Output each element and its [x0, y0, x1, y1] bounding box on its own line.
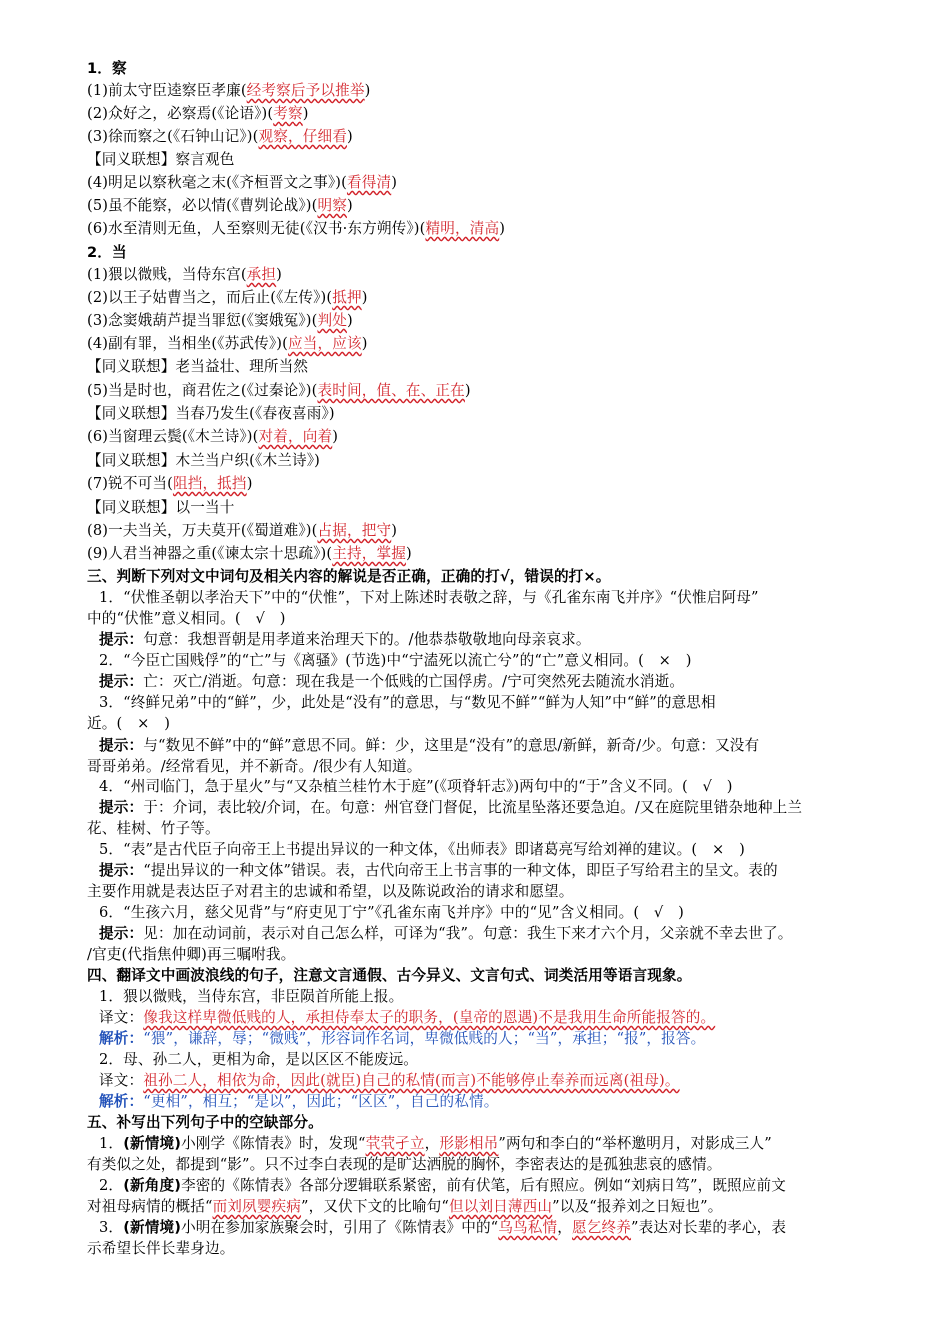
hint-line: 提示：与“数见不鲜”中的“鲜”意思不同。鲜：少，这里是“没有”的意思/新鲜，新奇/少。句意：又没有 [99, 737, 760, 754]
hint-line: 主要作用就是表达臣子对君主的忠诚和希望，以及陈说政治的请求和愿望。 [87, 883, 574, 900]
answer: 对着，向着 [258, 428, 333, 445]
answer: 阻挡，抵挡 [172, 475, 247, 492]
question-line: 5．“表”是古代臣子向帝王上书提出异议的一种文体，《出师表》即诸葛亮写给刘禅的建议。( × ) [99, 841, 745, 858]
fill-blank-line: 3．(新情境)小明在参加家族聚会时，引用了《陈情表》中的“乌鸟私情，愿乞终养”表达对长辈的孝心，表 [99, 1219, 787, 1236]
blank-answer: 茕茕孑立 [365, 1135, 425, 1152]
answer: 判处 [317, 312, 347, 329]
example-line: (5)当是时也，商君佐之(《过秦论》)(表时间，值、在、正在) [87, 382, 471, 399]
fill-blank-line: 示希望长伴长辈身边。 [87, 1240, 235, 1257]
translation-answer: 祖孙二人，相依为命，因此(就臣)自己的私情(而言)不能够停止奉养而远离(祖母)。 [143, 1072, 680, 1089]
blank-answer: 而刘夙婴疾病 [212, 1198, 302, 1215]
example-line: (4)明足以察秋毫之末(《齐桓晋文之事》)(看得清) [87, 174, 398, 191]
example-line: (2)以王子姑曹当之，而后止(《左传》)(抵押) [87, 289, 368, 306]
hint-line: 哥哥弟弟。/经常看见，并不新奇。/很少有人知道。 [87, 758, 422, 775]
analysis-line: 解析：“更相”，相互；“是以”，因此；“区区”，自己的私情。 [99, 1093, 499, 1110]
example-line: (2)众好之，必察焉(《论语》)(考察) [87, 105, 309, 122]
synonym-association: 【同义联想】以一当十 [87, 499, 235, 516]
example-line: (6)当窗理云鬓(《木兰诗》)(对着，向着) [87, 428, 339, 445]
example-line: (1)前太守臣逵察臣孝廉(经考察后予以推举) [87, 82, 371, 99]
fill-blank-line: 对祖母病情的概括“而刘夙婴疾病”，又伏下文的比喻句“但以刘日薄西山”以及“报养刘之日短也”。 [87, 1198, 723, 1215]
answer: 考察 [273, 105, 303, 122]
example-line: (9)人君当神器之重(《谏太宗十思疏》)(主持，掌握) [87, 545, 412, 562]
answer: 占据，把守 [317, 522, 392, 539]
heading-cha: 1．察 [87, 60, 127, 77]
answer: 表时间，值、在、正在 [317, 382, 465, 399]
translation-line: 译文：像我这样卑微低贱的人，承担侍奉太子的职务，(皇帝的恩遇)不是我用生命所能报答的。 [99, 1009, 716, 1026]
question-line: 中的“伏惟”意义相同。( √ ) [87, 610, 286, 627]
question-line: 2．“今臣亡国贱俘”的“亡”与《离骚》(节选)中“宁溘死以流亡兮”的“亡”意义相同。( × ) [99, 652, 692, 669]
synonym-association: 【同义联想】老当益壮、理所当然 [87, 358, 309, 375]
question-line: 近。( × ) [87, 715, 171, 732]
hint-line: 提示：于：介词，表比较/介词，在。句意：州官登门督促，比流星坠落还要急迫。/又在庭院里错杂地种上兰 [99, 799, 803, 816]
example-line: (8)一夫当关，万夫莫开(《蜀道难》)(占据，把守) [87, 522, 398, 539]
translation-answer: 像我这样卑微低贱的人，承担侍奉太子的职务，(皇帝的恩遇)不是我用生命所能报答的。 [143, 1009, 716, 1026]
answer: 经考察后予以推举 [246, 82, 365, 99]
answer: 观察，仔细看 [258, 128, 347, 145]
hint-line: /官吏(代指焦仲卿)再三嘱咐我。 [87, 946, 296, 963]
blank-answer: 乌鸟私情 [498, 1219, 558, 1236]
answer: 抵押 [332, 289, 362, 306]
section-3-title: 三、判断下列对文中词句及相关内容的解说是否正确，正确的打√，错误的打×。 [87, 568, 611, 585]
sentence-line: 1．猥以微贱，当侍东宫，非臣陨首所能上报。 [99, 988, 404, 1005]
blank-answer: 形影相吊 [439, 1135, 499, 1152]
hint-line: 提示：亡：灭亡/消逝。句意：现在我是一个低贱的亡国俘虏。/宁可突然死去随流水消逝。 [99, 673, 685, 690]
example-line: (3)念窦娥葫芦提当罪愆(《窦娥冤》)(判处) [87, 312, 353, 329]
example-line: (1)猥以微贱，当侍东宫(承担) [87, 266, 283, 283]
blank-answer: 但以刘日薄西山 [448, 1198, 553, 1215]
example-line: (6)水至清则无鱼，人至察则无徒(《汉书·东方朔传》)(精明，清高) [87, 220, 506, 237]
synonym-association: 【同义联想】当春乃发生(《春夜喜雨》) [87, 405, 335, 422]
fill-blank-line: 2．(新角度)李密的《陈情表》各部分逻辑联系紧密，前有伏笔，后有照应。例如“刘病日笃”，既照应前文 [99, 1177, 787, 1194]
question-line: 3．“终鲜兄弟”中的“鲜”，少，此处是“没有”的意思，与“数见不鲜”“鲜为人知”中“鲜”的意思相 [99, 694, 716, 711]
question-line: 1．“伏惟圣朝以孝治天下”中的“伏惟”，下对上陈述时表敬之辞，与《孔雀东南飞并序》“伏惟启阿母” [99, 589, 759, 606]
hint-line: 提示：句意：我想晋朝是用孝道来治理天下的。/他恭恭敬敬地向母亲哀求。 [99, 631, 591, 648]
section-5-title: 五、补写出下列句子中的空缺部分。 [87, 1114, 323, 1131]
synonym-association: 【同义联想】木兰当户织(《木兰诗》) [87, 452, 320, 469]
fill-blank-line: 1．(新情境)小刚学《陈情表》时，发现“茕茕孑立，形影相吊”两句和李白的“举杯邀明月，对影成三人” [99, 1135, 772, 1152]
question-line: 4．“州司临门，急于星火”与“又杂植兰桂竹木于庭”(《项脊轩志》)两句中的“于”含义不同。( √ ) [99, 778, 733, 795]
translation-line: 译文：祖孙二人，相依为命，因此(就臣)自己的私情(而言)不能够停止奉养而远离(祖母)。 [99, 1072, 680, 1089]
example-line: (4)副有罪，当相坐(《苏武传》)(应当，应该) [87, 335, 368, 352]
answer: 应当，应该 [287, 335, 362, 352]
hint-line: 提示：“提出异议的一种文体”错误。表，古代向帝王上书言事的一种文体，即臣子写给君主的呈文。表的 [99, 862, 778, 879]
synonym-association: 【同义联想】察言观色 [87, 151, 235, 168]
hint-line: 花、桂树、竹子等。 [87, 820, 220, 837]
answer: 看得清 [346, 174, 392, 191]
heading-dang: 2．当 [87, 244, 127, 261]
question-line: 6．“生孩六月，慈父见背”与“府吏见丁宁”《孔雀东南飞并序》中的“见”含义相同。( √ ) [99, 904, 684, 921]
answer: 明察 [317, 197, 347, 214]
example-line: (5)虽不能察，必以情(《曹刿论战》)(明察) [87, 197, 353, 214]
answer: 主持，掌握 [332, 545, 406, 562]
blank-answer: 愿乞终养 [572, 1219, 632, 1236]
answer: 精明，清高 [425, 220, 500, 237]
example-line: (7)锐不可当(阻挡，抵挡) [87, 475, 253, 492]
sentence-line: 2．母、孙二人，更相为命，是以区区不能废远。 [99, 1051, 419, 1068]
answer: 承担 [246, 266, 277, 283]
hint-line: 提示：见：加在动词前，表示对自己怎么样，可译为“我”。句意：我生下来才六个月，父亲就不幸去世了。 [99, 925, 793, 942]
fill-blank-line: 有类似之处，都提到“影”。只不过李白表现的是旷达洒脱的胸怀，李密表达的是孤独悲哀的感情。 [87, 1156, 722, 1173]
section-4-title: 四、翻译文中画波浪线的句子，注意文言通假、古今异义、文言句式、词类活用等语言现象。 [87, 967, 692, 984]
example-line: (3)徐而察之(《石钟山记》)(观察，仔细看) [87, 128, 353, 145]
analysis-line: 解析：“猥”，谦辞，辱；“微贱”，形容词作名词，卑微低贱的人；“当”，承担；“报”，报答。 [99, 1030, 706, 1047]
